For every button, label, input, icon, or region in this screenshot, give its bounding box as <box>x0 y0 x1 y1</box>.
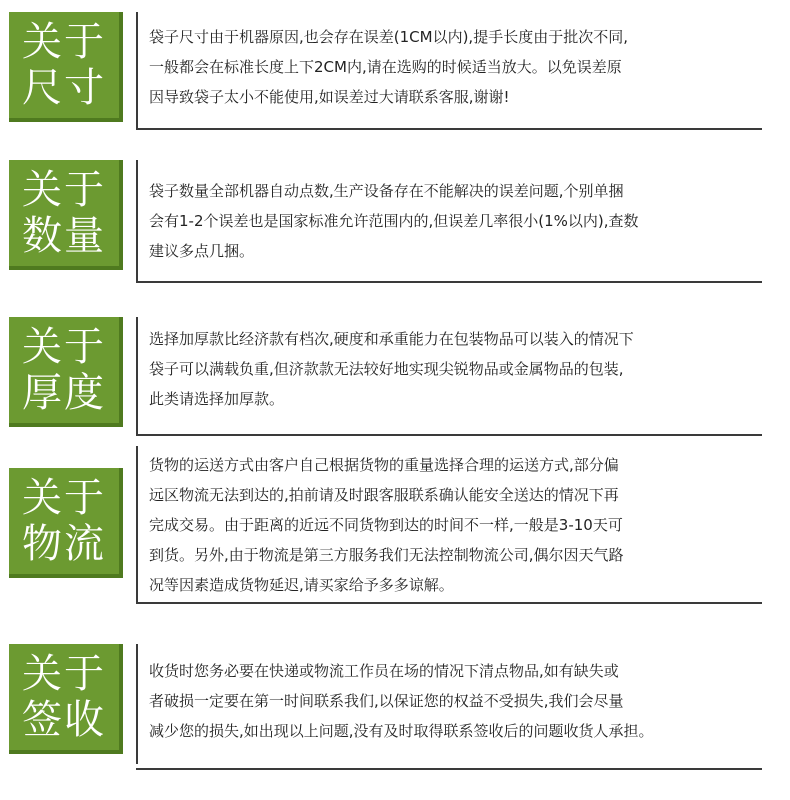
text-line: 建议多点几捆。 <box>149 242 255 260</box>
text-line: 减少您的损失,如出现以上问题,没有及时取得联系签收后的问题收货人承担。 <box>149 722 654 740</box>
section-label-line: 物流 <box>22 521 106 567</box>
horizontal-divider <box>136 434 762 436</box>
section-logistics <box>0 440 790 610</box>
section-label-line: 关于 <box>22 167 106 213</box>
section-label <box>9 317 123 427</box>
vertical-divider <box>136 160 138 282</box>
text-line: 因导致袋子太小不能使用,如误差过大请联系客服,谢谢! <box>149 88 510 106</box>
text-line: 完成交易。由于距离的近远不同货物到达的时间不一样,一般是3-10天可 <box>149 516 623 534</box>
section-size <box>0 0 790 135</box>
horizontal-divider <box>136 602 762 604</box>
vertical-divider <box>136 12 138 130</box>
section-receipt <box>0 630 790 800</box>
text-line: 者破损一定要在第一时间联系我们,以保证您的权益不受损失,我们会尽量 <box>149 692 624 710</box>
text-line: 况等因素造成货物延迟,请买家给予多多谅解。 <box>149 576 454 594</box>
section-quantity <box>0 150 790 290</box>
horizontal-divider <box>136 281 762 283</box>
section-label-line: 尺寸 <box>22 65 106 111</box>
section-thickness <box>0 300 790 440</box>
section-text <box>149 22 779 112</box>
section-label <box>9 644 123 754</box>
vertical-divider <box>136 644 138 764</box>
text-line: 货物的运送方式由客户自己根据货物的重量选择合理的运送方式,部分偏 <box>149 456 619 474</box>
section-text <box>149 324 779 414</box>
text-line: 收货时您务必要在快递或物流工作员在场的情况下清点物品,如有缺失或 <box>149 662 619 680</box>
section-label-line: 数量 <box>22 213 106 259</box>
section-text <box>149 450 779 600</box>
text-line: 此类请选择加厚款。 <box>149 390 285 408</box>
text-line: 袋子尺寸由于机器原因,也会存在误差(1CM以内),提手长度由于批次不同, <box>149 28 628 46</box>
text-line: 选择加厚款比经济款有档次,硬度和承重能力在包装物品可以装入的情况下 <box>149 330 634 348</box>
section-label-line: 关于 <box>22 324 106 370</box>
text-line: 会有1-2个误差也是国家标准允许范围内的,但误差几率很小(1%以内),查数 <box>149 212 639 230</box>
vertical-divider <box>136 317 138 434</box>
text-line: 袋子可以满载负重,但济款款无法较好地实现尖锐物品或金属物品的包装, <box>149 360 624 378</box>
section-label-line: 关于 <box>22 651 106 697</box>
section-label <box>9 468 123 578</box>
section-text <box>149 176 779 266</box>
section-label-line: 关于 <box>22 475 106 521</box>
text-line: 远区物流无法到达的,拍前请及时跟客服联系确认能安全送达的情况下再 <box>149 486 619 504</box>
section-label-line: 关于 <box>22 19 106 65</box>
section-label-line: 厚度 <box>22 370 106 416</box>
section-label <box>9 12 123 122</box>
text-line: 到货。另外,由于物流是第三方服务我们无法控制物流公司,偶尔因天气路 <box>149 546 624 564</box>
horizontal-divider <box>136 768 762 770</box>
text-line: 袋子数量全部机器自动点数,生产设备存在不能解决的误差问题,个别单捆 <box>149 182 624 200</box>
section-label <box>9 160 123 270</box>
vertical-divider <box>136 446 138 602</box>
horizontal-divider <box>136 128 762 130</box>
section-text <box>149 656 779 746</box>
text-line: 一般都会在标准长度上下2CM内,请在选购的时候适当放大。以免误差原 <box>149 58 622 76</box>
section-label-line: 签收 <box>22 697 106 743</box>
